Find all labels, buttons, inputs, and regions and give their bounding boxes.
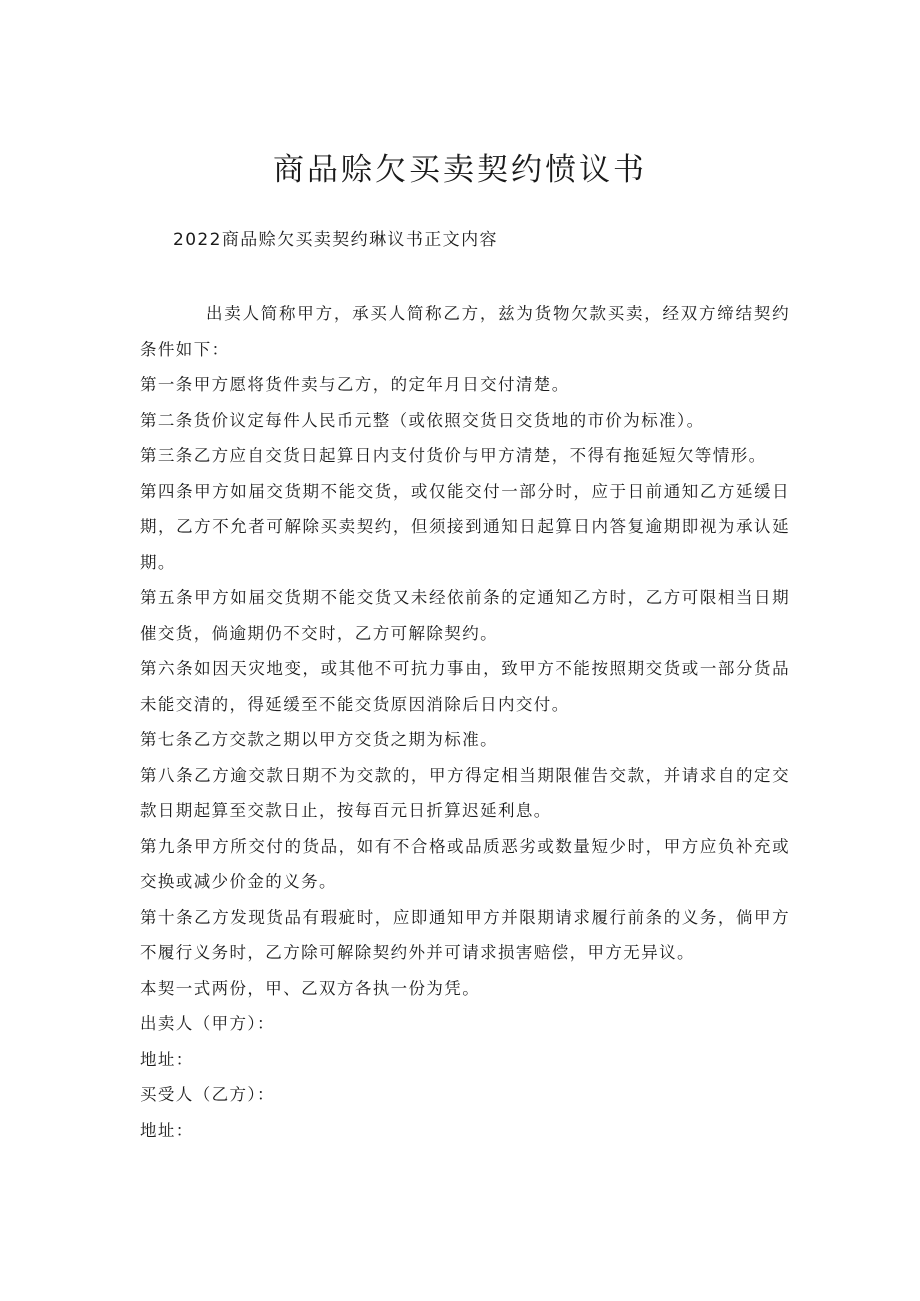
article-3: 第三条乙方应自交货日起算日内支付货价与甲方清楚，不得有拖延短欠等情形。 (140, 446, 767, 465)
article-5: 第五条甲方如届交货期不能交货又未经依前条的定通知乙方时，乙方可限相当日期催交货，倘逾期仍不交时，乙方可解除契约。 (140, 588, 790, 643)
article-4: 第四条甲方如届交货期不能交货，或仅能交付一部分时，应于日前通知乙方延缓日期，乙方不允者可解除买卖契约，但须接到通知日起算日内答复逾期即视为承认延期。 (140, 481, 790, 572)
buyer-address-label: 地址： (140, 1120, 194, 1140)
document-subtitle: 2022商品赊欠买卖契约琳议书正文内容 (173, 230, 498, 250)
seller-address-label: 地址： (140, 1049, 194, 1069)
article-9: 第九条甲方所交付的货品，如有不合格或品质恶劣或数量短少时，甲方应负补充或交换或减少价金的义务。 (140, 836, 790, 891)
document-title: 商品赊欠买卖契约愤议书 (273, 152, 647, 188)
article-10: 第十条乙方发现货品有瑕疵时，应即通知甲方并限期请求履行前条的义务，倘甲方不履行义务时，乙方除可解除契约外并可请求损害赔偿，甲方无异议。 (140, 907, 790, 962)
article-2: 第二条货价议定每件人民币元整（或依照交货日交货地的市价为标准）。 (140, 410, 705, 430)
closing-paragraph: 本契一式两份，甲、乙双方各执一份为凭。 (140, 978, 481, 998)
article-8: 第八条乙方逾交款日期不为交款的，甲方得定相当期限催告交款，并请求自的定交款日期起算至交款日止，按每百元日折算迟延利息。 (140, 765, 790, 820)
article-6: 第六条如因天灾地变，或其他不可抗力事由，致甲方不能按照期交货或一部分货品未能交清的，得延缓至不能交货原因消除后日内交付。 (140, 659, 790, 714)
buyer-signature-label: 买受人（乙方）： (140, 1085, 275, 1104)
document-body (140, 296, 790, 1148)
article-7: 第七条乙方交款之期以甲方交货之期为标准。 (140, 730, 498, 749)
seller-signature-label: 出卖人（甲方）： (140, 1014, 275, 1033)
article-1: 第一条甲方愿将货件卖与乙方，的定年月日交付清楚。 (140, 375, 570, 394)
intro-paragraph: 出卖人简称甲方，承买人简称乙方，兹为货物欠款买卖，经双方缔结契约条件如下： (140, 304, 790, 359)
